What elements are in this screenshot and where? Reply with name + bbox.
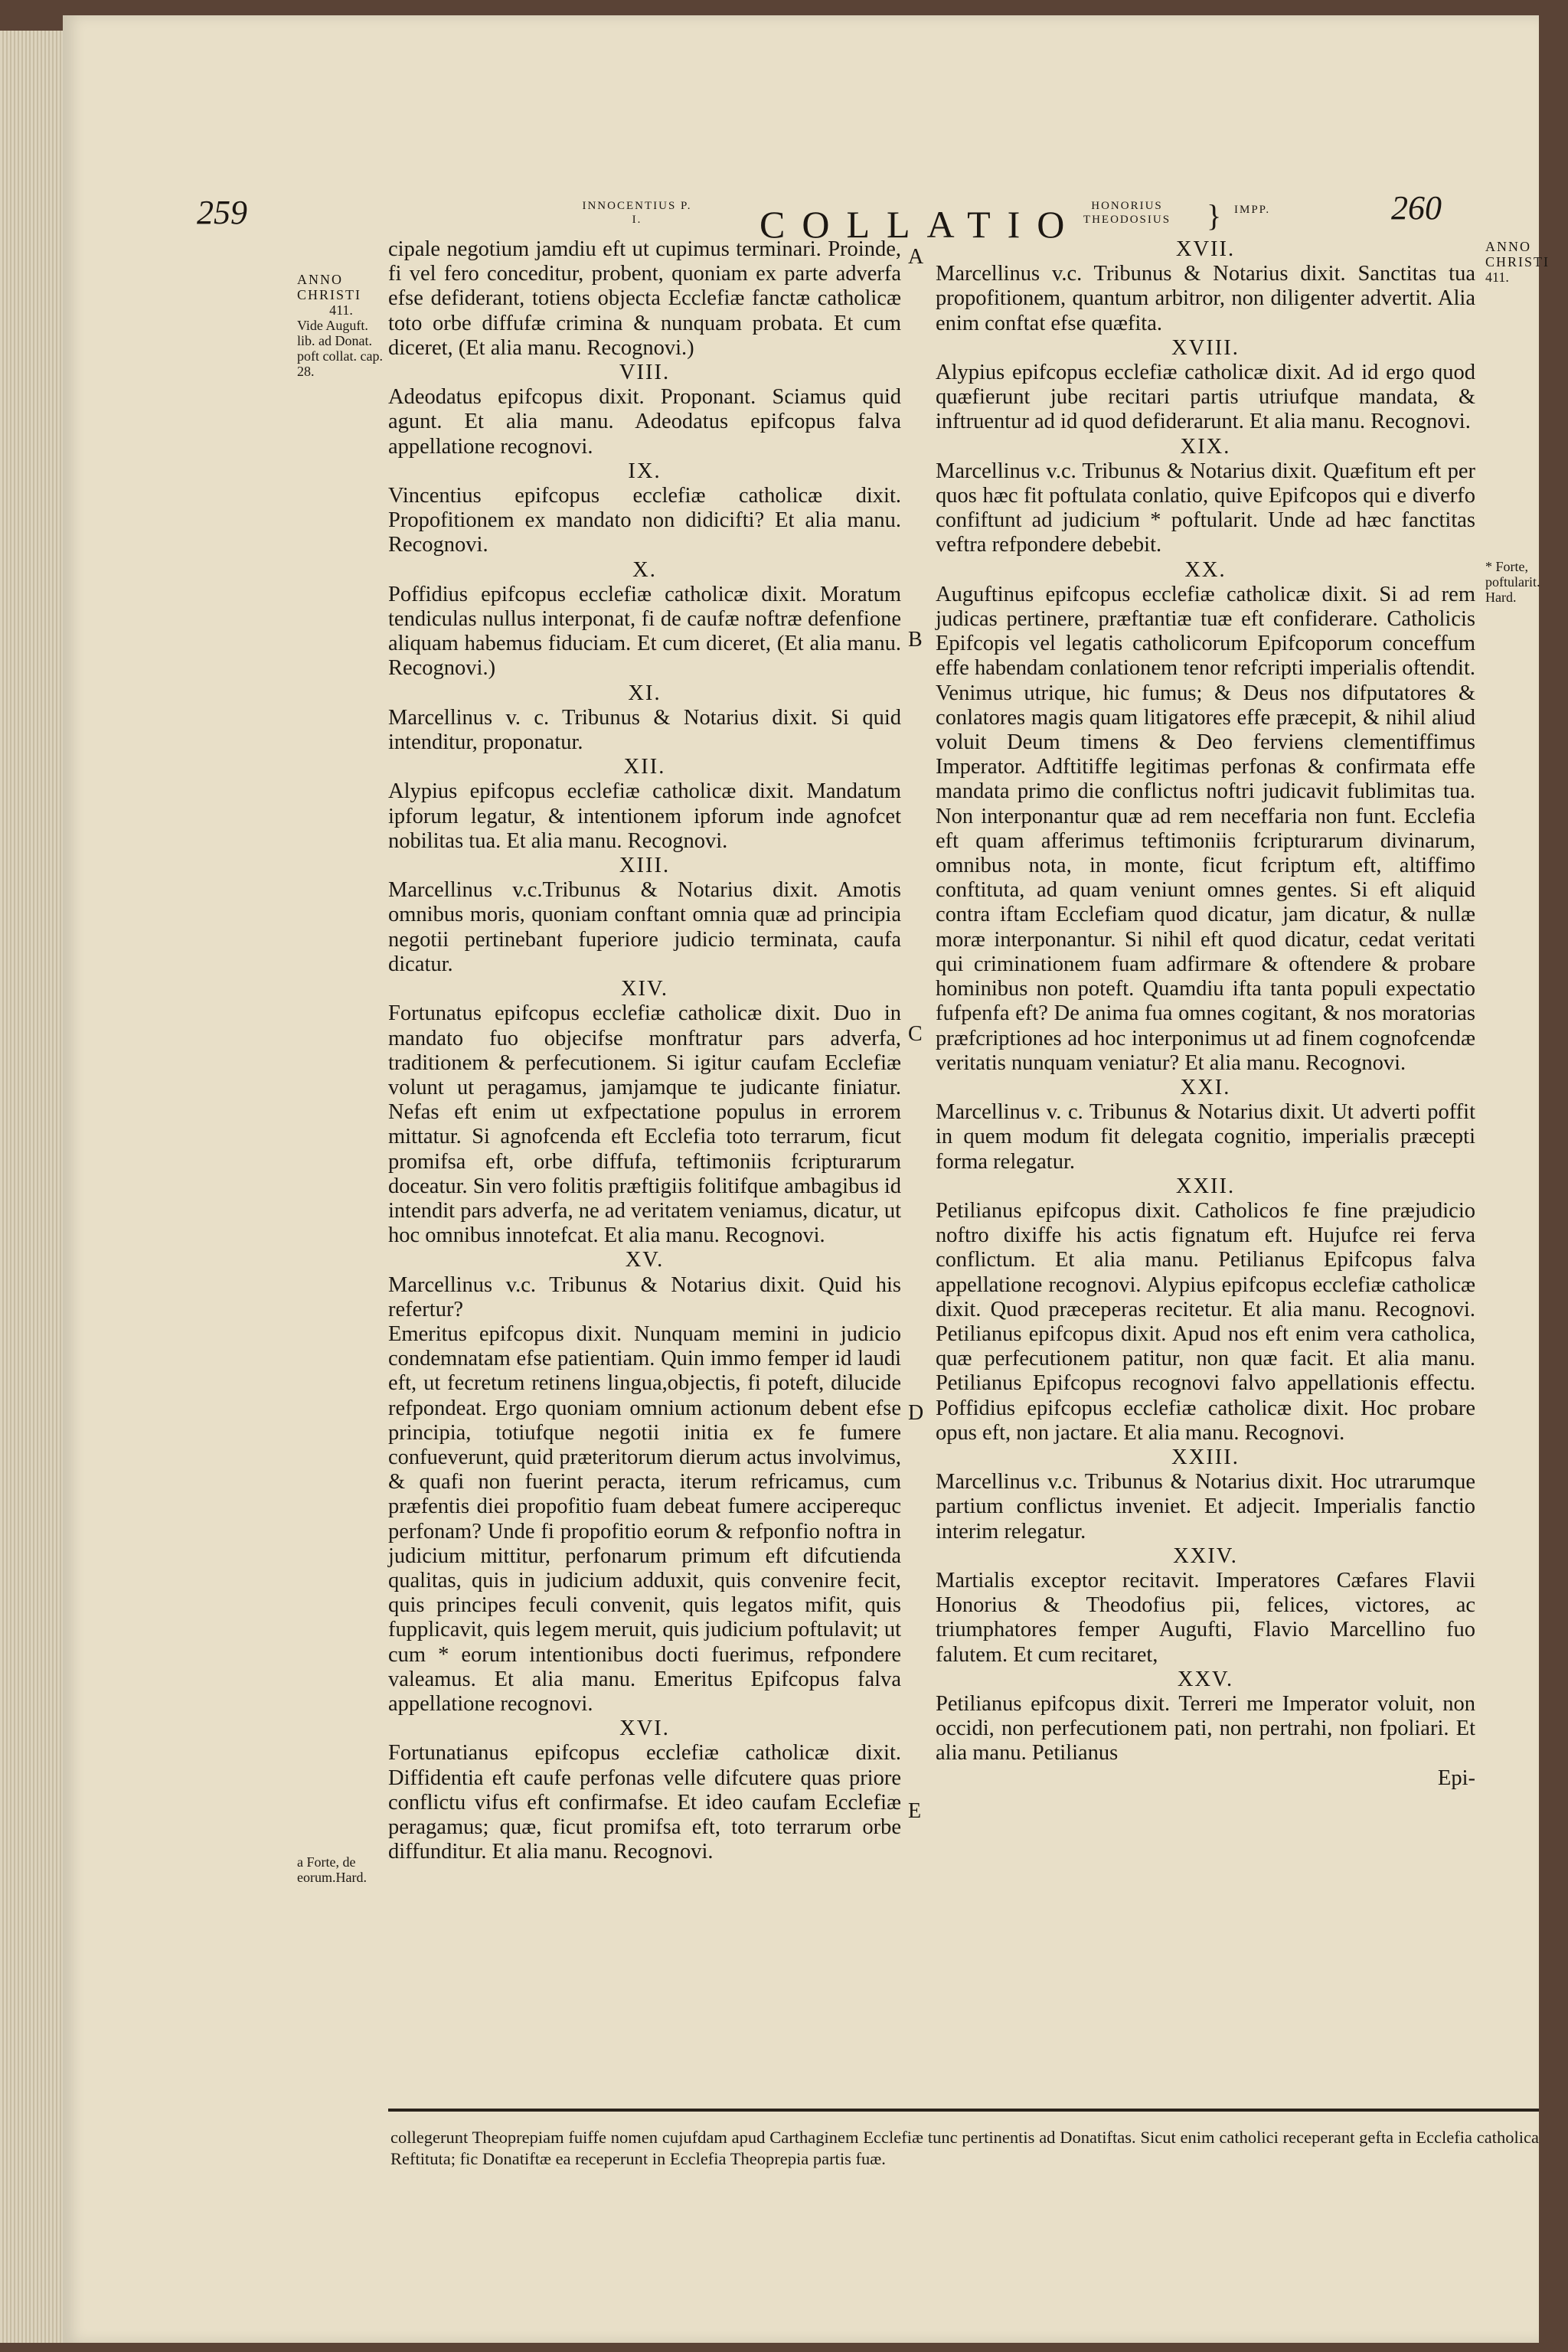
paragraph: Marcellinus v.c.Tribunus & Notarius dixit. Amotis omnibus moris, quoniam conftant omnia quæ ad principia negotii pertinebant fuperiore judicio terminata, caufa dicatur.: [388, 878, 901, 976]
left-column: [388, 237, 901, 1864]
section-number: XXII.: [1175, 1174, 1236, 1198]
section-number: XVI.: [619, 1717, 670, 1741]
page-number-right: 260: [1391, 189, 1442, 227]
section-number: XIV.: [620, 977, 669, 1001]
paragraph: Alypius epifcopus ecclefiæ catholicæ dixit. Ad id ergo quod quæfierunt jube recitari partis utriufque mandata, & inftruentur ad id quod defiderarunt. Et alia manu. Recognovi.: [936, 361, 1475, 434]
year-value: 411.: [329, 302, 353, 318]
section-number: XVIII.: [1171, 335, 1240, 360]
section-marker-e: E: [908, 1799, 922, 1823]
section-number: XIII.: [619, 854, 671, 878]
footnote: collegerunt Theoprepiam fuiffe nomen cujufdam apud Carthaginem Ecclefiæ tunc pertinentis ad Donatiftas. Sicut enim catholici receperant gefta in Ecclefia catholica Reftituta; fic Donatiftæ ea receperunt in Ecclefia Theoprepia partis fuæ.: [390, 2128, 1539, 2168]
running-title: COLLATIO: [760, 203, 1082, 246]
section-number: XX.: [1184, 557, 1227, 582]
paragraph: Adeodatus epifcopus dixit. Proponant. Sciamus quid agunt. Et alia manu. Adeodatus epifcopus falva appellatione recognovi.: [388, 385, 901, 459]
catchword: Epi-: [1437, 1766, 1475, 1790]
paragraph: Marcellinus v. c. Tribunus & Notarius dixit. Si quid intenditur, proponatur.: [388, 705, 901, 755]
paragraph: Marcellinus v.c. Tribunus & Notarius dixit. Quæfitum eft per quos hæc fit poftulata conlatio, quive Epifcopos qui e diverfo confiftunt ad judicium * poftularit. Unde ad hæc fanctitas veftra refpondere debebit.: [936, 459, 1475, 557]
paragraph: Petilianus epifcopus dixit. Terreri me Imperator voluit, non occidi, non perfecutionem pati, non pertrahi, non fpoliari. Et alia manu. Petilianus: [936, 1691, 1475, 1766]
section-number: VIII.: [619, 361, 671, 385]
paragraph: Marcellinus v.c. Tribunus & Notarius dixit. Sanctitas tua propofitionem, quantum arbitror, non diligenter advertit. Alia enim conftat efse quæfita.: [936, 262, 1475, 335]
section-marker-d: D: [908, 1401, 924, 1425]
runner-right: HONORIUS THEODOSIUS: [1083, 200, 1171, 226]
paragraph: Vincentius epifcopus ecclefiæ catholicæ dixit. Propofitionem ex mandato non didicifti? Et alia manu. Recognovi.: [388, 484, 901, 557]
book-page-edges: [0, 31, 63, 2343]
year-value-right: 411.: [1485, 270, 1509, 285]
paragraph: Poffidius epifcopus ecclefiæ catholicæ dixit. Moratum tendiculas nullus interponat, fi de caufæ noftræ defenfione aliquam habemus fiduciam. Et cum diceret, (Et alia manu. Recognovi.): [388, 582, 901, 681]
section-number: IX.: [628, 459, 662, 483]
section-number: XV.: [625, 1248, 665, 1272]
margin-right-note: * Forte, poftularit. Hard.: [1485, 559, 1540, 605]
section-number: XXI.: [1180, 1075, 1231, 1099]
section-number: X.: [632, 557, 657, 582]
margin-right-notes: [1485, 239, 1550, 285]
section-number: XXIII.: [1171, 1445, 1240, 1469]
section-number: XII.: [623, 755, 666, 779]
section-number: XI.: [628, 681, 662, 705]
brace-glyph: }: [1207, 198, 1222, 233]
year-label-right: ANNO CHRISTI: [1485, 239, 1550, 270]
paragraph: Fortunatianus epifcopus ecclefiæ catholicæ dixit. Diffidentia eft caufe perfonas velle difcutere quas priore conflictu vifus eft confirmafse. Et ideo caufam Ecclefiæ peragamus; quæ, ficut promifsa eft, toto terrarum orbe diffunditur. Et alia manu. Recognovi.: [388, 1741, 901, 1864]
margin-note: Vide Auguft. lib. ad Donat. poft collat. cap. 28.: [297, 318, 383, 379]
year-label: ANNO CHRISTI: [297, 272, 362, 302]
book-page: [63, 15, 1550, 2343]
right-column: [936, 237, 1475, 1791]
section-number: XVII.: [1175, 237, 1236, 261]
section-number: XXV.: [1177, 1667, 1234, 1691]
runner-left: INNOCENTIUS P. I.: [582, 200, 692, 226]
paragraph: cipale negotium jamdiu eft ut cupimus terminari. Proinde, fi vel fero conceditur, probent, quoniam ex parte adverfa efse defiderant, totiens objecta Ecclefiæ fanctæ catholicæ toto orbe diffufæ crimina & nunquam probata. Et cum diceret, (Et alia manu. Recognovi.): [388, 237, 901, 360]
paragraph: Emeritus epifcopus dixit. Nunquam memini in judicio condemnatam efse patientiam. Quin immo femper id laudi eft, ut fecretum retinens lingua,objectis, fi poteft, dilucide refpondeat. Ergo quoniam omnium actionum debent efse principia, totiufque negotii initia ex fe fumere confueverunt, quid præteritorum dierum actus involvimus, & quafi non fuerint peracta, iterum refricamus, cum præfentis diei propofitio fuam debeat fumere acciperequc perfonam? Unde fi propofitio eorum & refponfio noftra in judicium mittitur, perfonarum primum eft difcutienda qualitas, quis in judicium adduxit, quis convenire fecit, quis principes feculi convenit, quis legatos mifit, quis fupplicavit, quis legem meruit, quis judicium poftulavit; ut cum * eorum intentionibus docti fuerimus, refpondere valeamus. Et alia manu. Emeritus Epifcopus falva appellatione recognovi.: [388, 1321, 901, 1716]
section-number: XIX.: [1180, 434, 1231, 459]
paragraph: Marcellinus v.c. Tribunus & Notarius dixit. Quid his refertur?: [388, 1272, 901, 1321]
margin-left-notes: [297, 272, 385, 379]
paragraph: Marcellinus v.c. Tribunus & Notarius dixit. Hoc utrarumque partium conflictus inveniet. Et adjecit. Imperialis fanctio interim relegatur.: [936, 1470, 1475, 1544]
paragraph: Auguftinus epifcopus ecclefiæ catholicæ dixit. Si ad rem judicas pertinere, præftantiæ tuæ eft confiderare. Catholicis Epifcopis vel legatis catholicorum Epifcoporum conceffum effe habendam conlationem tenor refcripti imperialis oftendit. Venimus utrique, hic fumus; & Deus nos difputatores & conlatores magis quam litigatores effe præcepit, & nihil aliud voluit Deum timens & Deo ferviens clementiffimus Imperator. Adftitiffe legitimas perfonas & confirmata effe mandata primo die conflictus noftri judicavit fublimitas tua. Non interponantur quæ ad rem neceffaria non funt. Ecclefia eft quam afferimus teftimoniis fcripturarum divinarum, omnibus nota, in monte, ficut fcriptum eft, altiffimo conftituta, ad quam veniunt omnes gentes. Si eft aliquid contra iftam Ecclefiam quod dicatur, jam dicatur, & nullæ moræ interponantur. Si nihil eft quod dicatur, cedat veritati qui criminationem fuam adfirmare & oftendere & probare hominibus non poteft. Quamdiu ifta tanta populi expectatio fufpenfa eft? De anima fua omnes cogitant, & nos moratorias præfcriptiones ad hoc interponimus ut ad finem cognofcendæ veritatis nunquam veniatur? Et alia manu. Recognovi.: [936, 582, 1475, 1075]
paragraph: Alypius epifcopus ecclefiæ catholicæ dixit. Mandatum ipforum legatur, & intentionem ipforum inde agnofcet nobilitas tua. Et alia manu. Recognovi.: [388, 779, 901, 853]
paragraph: Petilianus epifcopus dixit. Catholicos fe fine præjudicio noftro dixiffe his actis fignatum eft. Hujufce rei ferva conflictum. Et alia manu. Petilianus Epifcopus falva appellatione recognovi. Alypius epifcopus ecclefiæ catholicæ dixit. Quod præceperas recitetur. Et alia manu. Recognovi. Petilianus epifcopus dixit. Apud nos eft enim vera catholica, quæ perfecutionem patitur, non quæ facit. Et alia manu. Petilianus Epifcopus recognovi falvo appellationis effectu. Poffidius epifcopus ecclefiæ catholicæ dixit. Hoc probare opus eft, non jactare. Et alia manu. Recognovi.: [936, 1198, 1475, 1445]
section-marker-c: C: [908, 1022, 923, 1046]
paragraph: Martialis exceptor recitavit. Imperatores Cæfares Flavii Honorius & Theodofius pii, felices, victores, ac triumphatores femper Augufti, Flavio Marcellino fuo falutem. Et cum recitaret,: [936, 1568, 1475, 1667]
page-number-left: 259: [197, 194, 247, 231]
margin-left-note-2: a Forte, de eorum.Hard.: [297, 1854, 367, 1885]
paragraph: Marcellinus v. c. Tribunus & Notarius dixit. Ut adverti poffit in quem modum fit delegata cognitio, imperialis præcepti forma relegatur.: [936, 1100, 1475, 1174]
section-marker-b: B: [908, 628, 923, 652]
runner-right-impp: IMPP.: [1234, 204, 1271, 216]
paragraph: Fortunatus epifcopus ecclefiæ catholicæ dixit. Duo in mandato fuo objecifse monftratur pars adverfa, traditionem & perfecutionem. Si igitur caufam Ecclefiæ volunt ut peragamus, jamjamque te judicante finiatur. Nefas eft enim ut exfpectatione populus in errorem mittatur. Si agnofcenda eft Ecclefia toto terrarum, ficut promifsa eft, orbe diffufa, teftimoniis fcripturarum doceatur. Sin vero folitis præftigiis folitifque ambagibus id intendit pars adverfa, ne ad veritatem veniamus, dicatur, ut hoc omnibus innotefcat. Et alia manu. Recognovi.: [388, 1001, 901, 1248]
section-marker-a: A: [908, 245, 924, 269]
footnote-rule: [388, 2109, 1539, 2112]
section-number: XXIV.: [1173, 1544, 1238, 1568]
